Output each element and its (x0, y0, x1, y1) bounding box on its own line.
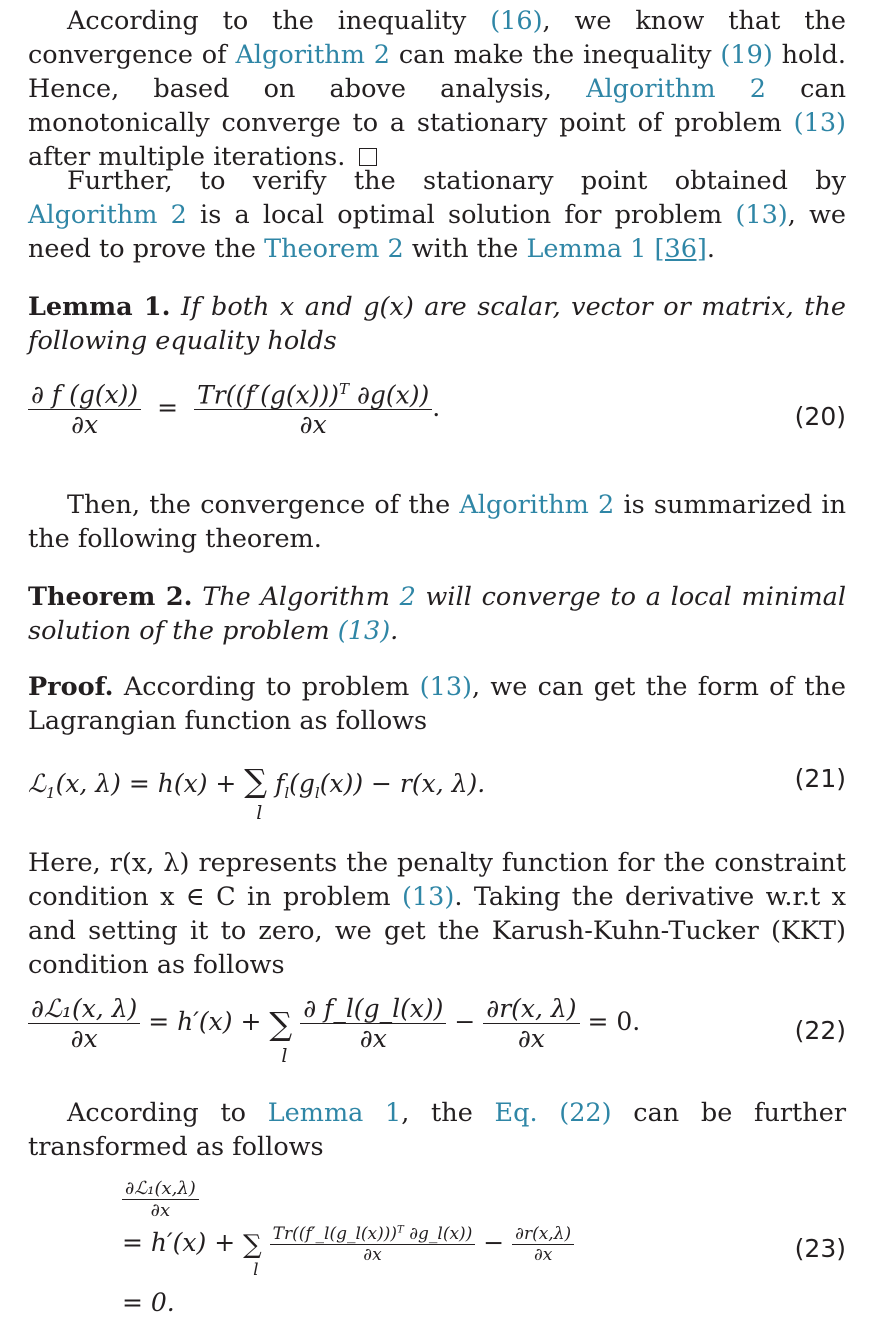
summation (269, 1004, 293, 1067)
text: is a local optimal solution for problem (186, 200, 736, 230)
denominator: ∂x (512, 1244, 574, 1265)
equation-number: (21) (794, 764, 846, 793)
equation-line-3: = 0. (122, 1288, 175, 1317)
summation (244, 762, 268, 824)
superscript: T (339, 380, 350, 398)
text: can be further transformed as follows (28, 1098, 847, 1162)
ref-eq19[interactable]: (19) (720, 40, 773, 70)
ref-problem-13[interactable]: (13) (337, 616, 391, 646)
equals: = (157, 393, 179, 423)
ref-algorithm-2[interactable]: Algorithm 2 (459, 490, 615, 520)
equation-21 (28, 762, 846, 832)
lemma-1 (28, 290, 846, 358)
text: Here, r(x, λ) represents the penalty function for the constraint condition x ∈ C in problem (28, 848, 846, 912)
text: . Taking the derivative w.r.t x and setting it to zero, we get the Karush-Kuhn-Tucker (KKT) condition as follows (28, 882, 847, 980)
fraction (194, 380, 432, 439)
lemma-statement: If both x and g(x) are scalar, vector or matrix, the following equality holds (28, 292, 846, 356)
numerator (270, 1224, 476, 1244)
text: According to problem (113, 672, 420, 702)
denominator: ∂x (122, 1199, 199, 1221)
numerator: ∂r(x,λ) (515, 1224, 572, 1244)
proof-label: Proof. (28, 672, 114, 702)
paragraph-then (28, 488, 846, 556)
equation-23 (28, 1176, 846, 1326)
theorem-label: Theorem 2. (28, 582, 193, 612)
text: According to (67, 1098, 268, 1128)
paragraph-here (28, 846, 846, 982)
denominator: ∂x (194, 409, 432, 439)
theorem-2 (28, 580, 846, 648)
text: can make the inequality (389, 40, 721, 70)
fraction (483, 994, 579, 1053)
text: The Algorithm (192, 582, 400, 612)
paragraph-convergence (28, 4, 846, 174)
superscript: T (397, 1224, 404, 1236)
text: with the (403, 234, 527, 264)
subscript: l (284, 784, 290, 802)
sum-symbol: ∑ (269, 1004, 293, 1043)
equation-number: (22) (794, 1016, 846, 1045)
text: (g (289, 769, 315, 798)
equation-22 (28, 994, 846, 1080)
text: − (475, 1228, 513, 1257)
equation-body (28, 762, 486, 824)
text: According to the inequality (67, 6, 491, 36)
numerator: ∂ f_l(g_l(x)) (303, 994, 444, 1023)
denominator: ∂x (300, 1023, 446, 1053)
text: (x, λ) = h(x) + (55, 769, 245, 798)
equation-line-1 (122, 1178, 199, 1221)
proof (28, 670, 846, 738)
paragraph-according (28, 1096, 846, 1164)
equation-number: (23) (794, 1234, 846, 1263)
text: , we need to prove the (28, 200, 846, 264)
text: Tr((f′_l(g_l(x))) (272, 1224, 398, 1244)
ref-algorithm-2[interactable]: Algorithm 2 (586, 74, 766, 104)
numerator: ∂ℒ₁(x, λ) (31, 994, 138, 1023)
fraction (300, 994, 446, 1053)
numerator: ∂ f (g(x)) (31, 380, 139, 410)
sum-index: l (253, 1259, 259, 1280)
text: . (390, 616, 399, 646)
equation-number: (20) (794, 402, 846, 431)
ref-theorem-2[interactable]: Theorem 2 (264, 234, 404, 264)
text: = 0. (579, 1007, 641, 1036)
text: − (446, 1007, 484, 1036)
sum-index: l (256, 802, 263, 824)
fraction (28, 380, 141, 439)
denominator: ∂x (28, 409, 141, 439)
ref-eq-22[interactable]: Eq. (22) (494, 1098, 612, 1128)
fraction (270, 1224, 476, 1265)
subscript: 1 (46, 784, 56, 802)
text: ∂g_l(x)) (403, 1224, 473, 1244)
text: (x)) − r(x, λ). (319, 769, 486, 798)
text: hold. Hence, based on above analysis, (28, 40, 846, 104)
ref-algorithm-2[interactable]: Algorithm 2 (28, 200, 187, 230)
text: after multiple iterations. (28, 142, 346, 172)
ref-citation-36[interactable]: [36] (654, 234, 707, 264)
text: will converge to a local minimal solution of the problem (28, 582, 846, 646)
text: Further, to verify the stationary point obtained by (67, 166, 846, 196)
text (646, 234, 654, 264)
subscript: l (314, 784, 320, 802)
text: . (706, 234, 715, 264)
ref-eq16[interactable]: (16) (490, 6, 543, 36)
ref-lemma-1[interactable]: Lemma 1 (267, 1098, 402, 1128)
ref-problem-13[interactable]: (13) (401, 882, 455, 912)
numerator: ∂ℒ₁(x,λ) (125, 1178, 196, 1199)
text: ∂g(x)) (349, 380, 430, 410)
denominator: ∂x (28, 1023, 140, 1053)
text: = h′(x) + (122, 1228, 244, 1257)
text: f (267, 769, 285, 798)
denominator: ∂x (270, 1244, 476, 1265)
text: , the (401, 1098, 495, 1128)
ref-problem-13[interactable]: (13) (419, 672, 472, 702)
sum-index: l (281, 1044, 288, 1067)
numerator: ∂r(x, λ) (486, 994, 577, 1023)
ref-algorithm-2[interactable]: 2 (399, 582, 416, 612)
fraction (512, 1224, 574, 1265)
fraction (122, 1178, 199, 1221)
ref-problem-13[interactable]: (13) (793, 108, 846, 138)
ref-problem-13[interactable]: (13) (735, 200, 788, 230)
text: Tr((f′(g(x))) (197, 380, 339, 410)
numerator (194, 380, 432, 409)
text: = h′(x) + (140, 1007, 270, 1036)
sum-symbol: ∑ (243, 1229, 262, 1260)
equation-20: $\frac{\partial f (g(x))}{\partial x}$ = $\frac{Tr((f'(g(x)))^T \partial g(x))}{\partial x}$ . (20) (28, 380, 846, 439)
ref-algorithm-2[interactable]: Algorithm 2 (235, 40, 390, 70)
fraction (28, 994, 140, 1053)
text: ℒ (28, 769, 47, 798)
text: is summarized in the following theorem. (28, 490, 846, 554)
paragraph-verify (28, 164, 846, 266)
text: Then, the convergence of the (67, 490, 460, 520)
sum-symbol: ∑ (244, 762, 268, 800)
text: , we can get the form of the Lagrangian function as follows (28, 672, 846, 736)
text: can monotonically converge to a stationary point of problem (28, 74, 846, 138)
equation-line-2 (122, 1224, 574, 1280)
lemma-label: Lemma 1. (28, 292, 171, 322)
summation (243, 1229, 262, 1280)
denominator: ∂x (483, 1023, 579, 1053)
ref-lemma-1[interactable]: Lemma 1 (526, 234, 647, 264)
text: , we know that the convergence of (28, 6, 846, 70)
